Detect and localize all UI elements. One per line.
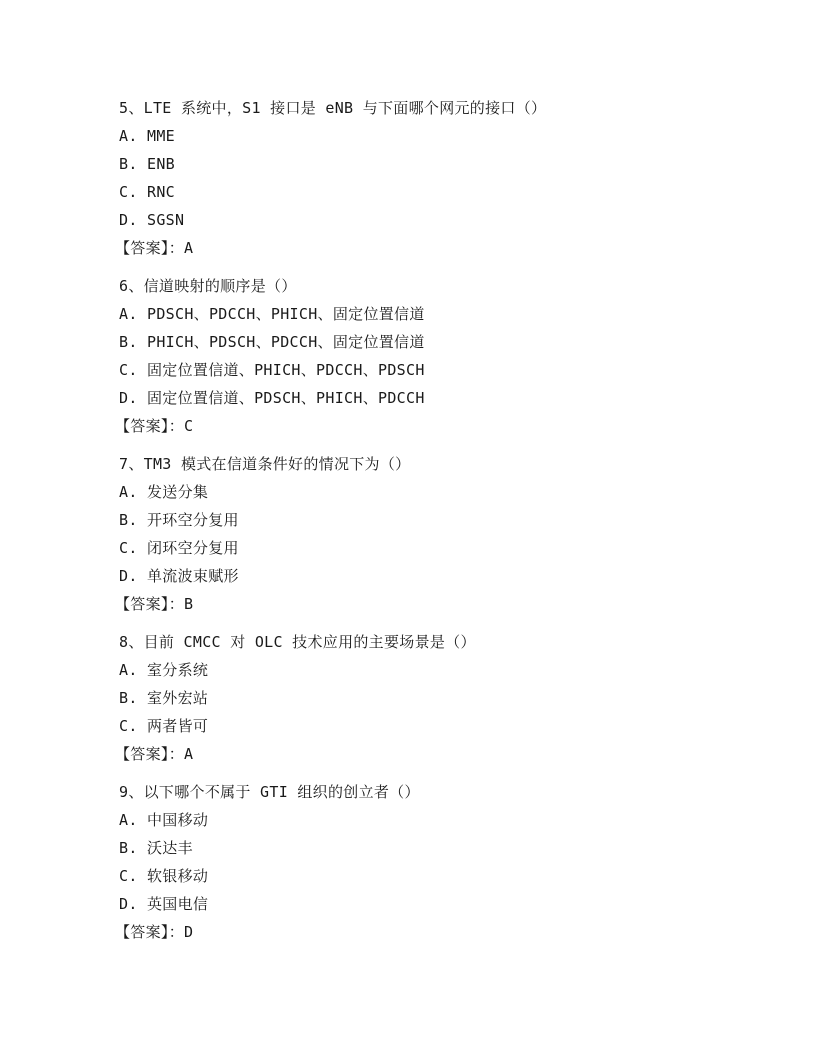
option-d: D. 英国电信: [119, 895, 209, 913]
option-a: A. 中国移动: [119, 811, 209, 829]
option-d: D. SGSN: [119, 211, 185, 229]
question-title: 5、LTE 系统中，S1 接口是 eNB 与下面哪个网元的接口（）: [119, 99, 547, 117]
answer-line: 【答案】：A: [115, 745, 194, 763]
question-title: 6、信道映射的顺序是（）: [119, 277, 297, 295]
option-c: C. 闭环空分复用: [119, 539, 239, 557]
option-c: C. RNC: [119, 183, 175, 201]
question-title: 8、目前 CMCC 对 OLC 技术应用的主要场景是（）: [119, 633, 476, 651]
answer-line: 【答案】：D: [115, 923, 194, 941]
answer-line: 【答案】：B: [115, 595, 194, 613]
question-7: [115, 450, 719, 618]
question-9: [115, 778, 719, 946]
option-c: C. 软银移动: [119, 867, 209, 885]
option-c: C. 固定位置信道、PHICH、PDCCH、PDSCH: [119, 361, 425, 379]
document-page: [115, 94, 719, 956]
option-d: D. 固定位置信道、PDSCH、PHICH、PDCCH: [119, 389, 425, 407]
question-title: 7、TM3 模式在信道条件好的情况下为（）: [119, 455, 411, 473]
question-title: 9、以下哪个不属于 GTI 组织的创立者（）: [119, 783, 420, 801]
answer-line: 【答案】：A: [115, 239, 194, 257]
question-8: [115, 628, 719, 768]
option-c: C. 两者皆可: [119, 717, 209, 735]
option-a: A. PDSCH、PDCCH、PHICH、固定位置信道: [119, 305, 425, 323]
option-a: A. 发送分集: [119, 483, 209, 501]
option-b: B. 沃达丰: [119, 839, 193, 857]
option-b: B. 室外宏站: [119, 689, 209, 707]
option-b: B. PHICH、PDSCH、PDCCH、固定位置信道: [119, 333, 425, 351]
option-a: A. MME: [119, 127, 175, 145]
answer-line: 【答案】：C: [115, 417, 194, 435]
option-b: B. ENB: [119, 155, 175, 173]
option-d: D. 单流波束赋形: [119, 567, 239, 585]
option-b: B. 开环空分复用: [119, 511, 239, 529]
question-5: [115, 94, 719, 262]
question-6: [115, 272, 719, 440]
option-a: A. 室分系统: [119, 661, 209, 679]
